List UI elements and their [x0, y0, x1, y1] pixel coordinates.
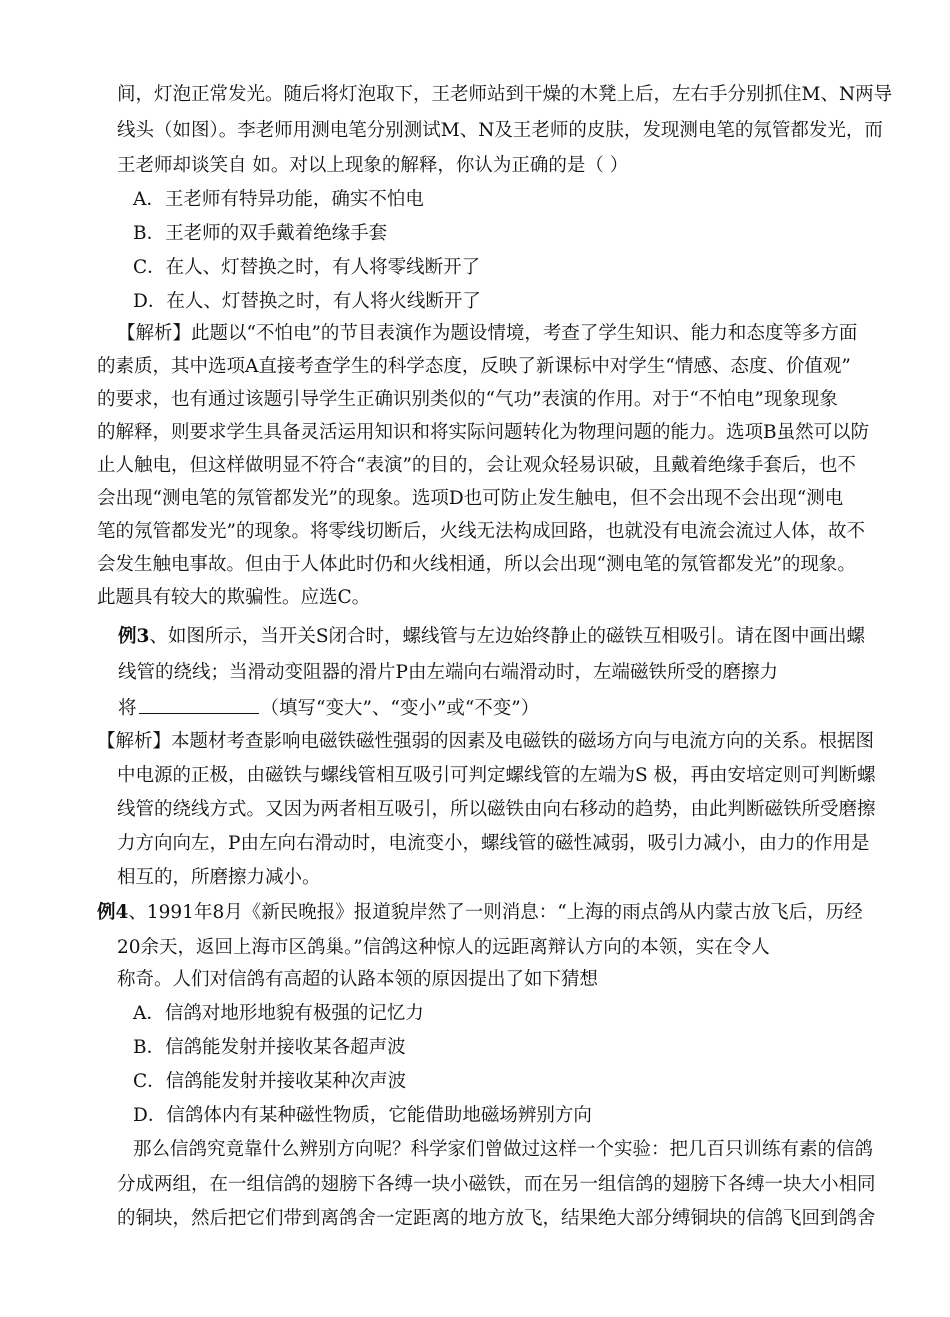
q4-label: 例4	[97, 902, 129, 923]
q2-option-a: A．王老师有特异功能，确实不怕电	[133, 189, 424, 210]
q3-analysis-line-2: 中电源的正极，由磁铁与螺线管相互吸引可判定螺线管的左端为S 极，再由安培定则可判断螺	[117, 765, 876, 786]
q4-para-line-2: 分成两组，在一组信鸽的翅膀下各缚一块小磁铁，而在另一组信鸽的翅膀下各缚一块大小相同	[117, 1174, 876, 1195]
q3-line-3-suffix: （填写“变大”、“变小”或“不变”）	[260, 698, 540, 719]
q3-analysis-line-4: 力方向向左，P由左向右滑动时，电流变小，螺线管的磁性减弱，吸引力减小，由力的作用是	[117, 833, 870, 854]
q2-analysis-line-9: 此题具有较大的欺骗性。应选C。	[97, 587, 371, 608]
q2-analysis-line-8: 会发生触电事故。但由于人体此时仍和火线相通，所以会出现“测电笔的氖管都发光”的现象。	[97, 554, 856, 575]
q3-label: 例3	[118, 626, 150, 647]
q3-analysis-line-5: 相互的，所磨擦力减小。	[117, 867, 321, 888]
q4-option-c: C．信鸽能发射并接收某种次声波	[133, 1071, 407, 1092]
answer-blank[interactable]	[139, 695, 259, 714]
q2-analysis-line-3: 的要求，也有通过该题引导学生正确识别类似的“气功”表演的作用。对于“不怕电”现象现象	[97, 389, 838, 410]
q2-text-line-1: 间，灯泡正常发光。随后将灯泡取下，王老师站到干燥的木凳上后，左右手分别抓住M、N两导	[117, 84, 893, 105]
q2-analysis-line-5: 止人触电，但这样做明显不符合“表演”的目的，会让观众轻易识破，且戴着绝缘手套后，也不	[97, 455, 856, 476]
q4-option-b: B．信鸽能发射并接收某各超声波	[133, 1037, 406, 1058]
q3-line-1-text: 、如图所示，当开关S闭合时，螺线管与左边始终静止的磁铁互相吸引。请在图中画出螺	[149, 626, 866, 647]
q4-line-1-text: 、1991年8月《新民晚报》报道貌岸然了一则消息：“上海的雨点鸽从内蒙古放飞后，历经	[128, 902, 863, 923]
q4-para-line-3: 的铜块，然后把它们带到离鸽舍一定距离的地方放飞，结果绝大部分缚铜块的信鸽飞回到鸽舍	[117, 1208, 876, 1229]
q4-option-a: A．信鸽对地形地貌有极强的记忆力	[133, 1003, 424, 1024]
q4-line-3: 称奇。人们对信鸽有高超的认路本领的原因提出了如下猜想	[117, 969, 599, 990]
q2-analysis-line-7: 笔的氖管都发光”的现象。将零线切断后，火线无法构成回路，也就没有电流会流过人体，故不	[97, 521, 865, 542]
q2-analysis-line-1: 【解析】此题以“不怕电”的节目表演作为题设情境，考查了学生知识、能力和态度等多方面	[117, 323, 858, 344]
q4-option-d: D．信鸽体内有某种磁性物质，它能借助地磁场辨别方向	[133, 1105, 592, 1126]
q4-line-2: 20余天，返回上海市区鸽巢。”信鸽这种惊人的远距离辩认方向的本领，实在令人	[117, 937, 770, 958]
q2-text-line-3: 王老师却谈笑自 如。对以上现象的解释，你认为正确的是（ ）	[117, 155, 629, 176]
q3-line-3	[118, 695, 539, 721]
q4-para-line-1: 那么信鸽究竟靠什么辨别方向呢？科学家们曾做过这样一个实验：把几百只训练有素的信鸽	[133, 1139, 874, 1160]
q3-analysis-line-1: 【解析】本题材考查影响电磁铁磁性强弱的因素及电磁铁的磁场方向与电流方向的关系。根据图	[97, 731, 875, 752]
q2-analysis-line-4: 的解释，则要求学生具备灵活运用知识和将实际问题转化为物理问题的能力。选项B虽然可以防	[97, 422, 870, 443]
q2-analysis-line-2: 的素质，其中选项A直接考查学生的科学态度，反映了新课标中对学生“情感、态度、价值观”	[97, 356, 851, 377]
q2-option-d: D．在人、灯替换之时，有人将火线断开了	[133, 291, 481, 312]
q2-analysis-line-6: 会出现“测电笔的氖管都发光”的现象。选项D也可防止发生触电，但不会出现不会出现“测电	[97, 488, 844, 509]
q2-option-b: B．王老师的双手戴着绝缘手套	[133, 223, 388, 244]
q3-line-2: 线管的绕线；当滑动变阻器的滑片P由左端向右端滑动时，左端磁铁所受的磨擦力	[118, 662, 778, 683]
q3-line-3-prefix: 将	[118, 698, 137, 719]
q4-line-1	[97, 900, 863, 926]
q2-text-line-2: 线头（如图）。李老师用测电笔分别测试M、N及王老师的皮肤，发现测电笔的氖管都发光，而	[117, 120, 883, 141]
q3-analysis-line-3: 线管的绕线方式。又因为两者相互吸引，所以磁铁由向右移动的趋势，由此判断磁铁所受磨擦	[117, 799, 876, 820]
q3-line-1	[118, 624, 865, 650]
q2-option-c: C．在人、灯替换之时，有人将零线断开了	[133, 257, 481, 278]
